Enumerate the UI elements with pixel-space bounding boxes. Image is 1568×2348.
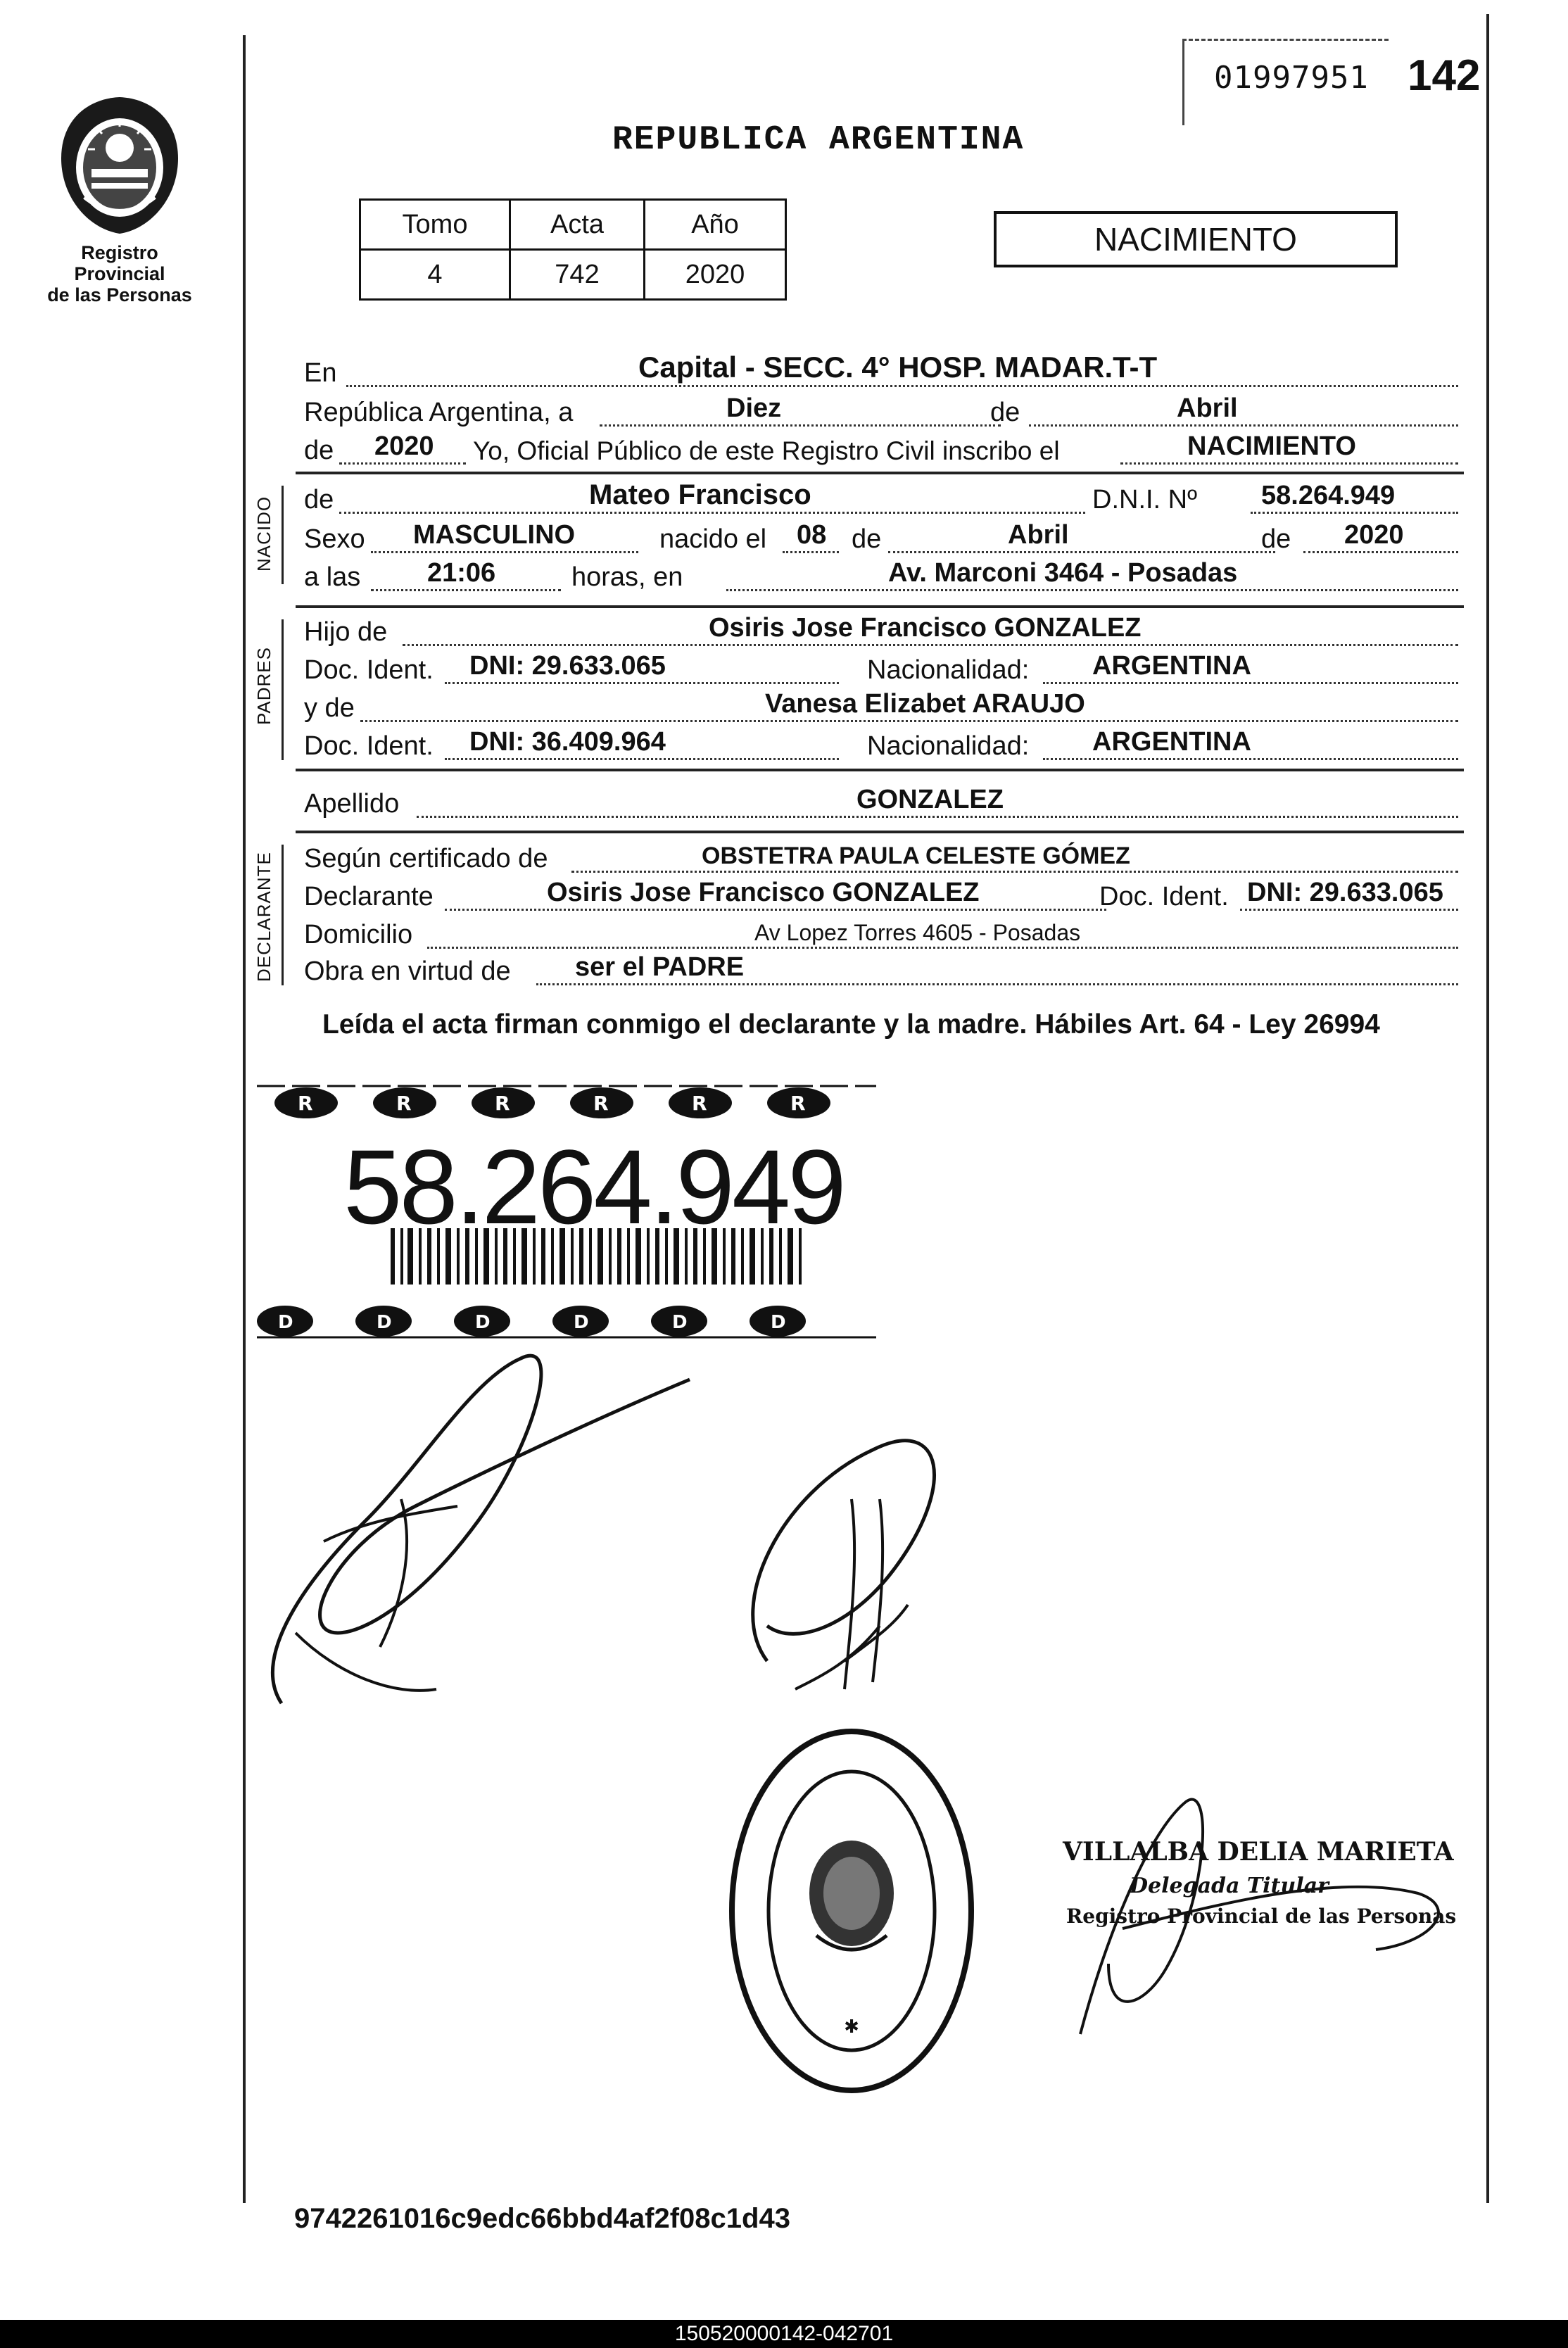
value-nombre-declarante: Osiris Jose Francisco GONZALEZ bbox=[547, 878, 980, 907]
dotted-line bbox=[346, 385, 1458, 387]
value-doc-madre: DNI: 36.409.964 bbox=[469, 727, 666, 757]
svg-text:R: R bbox=[396, 1092, 412, 1115]
row-apellido bbox=[304, 783, 1458, 823]
section-bracket bbox=[282, 619, 284, 760]
label-de: de bbox=[852, 524, 882, 554]
svg-text:R: R bbox=[593, 1092, 609, 1115]
value-nac-madre: ARGENTINA bbox=[1092, 727, 1251, 757]
official-stamp bbox=[725, 1724, 978, 2097]
label-nacionalidad: Nacionalidad: bbox=[867, 655, 1030, 685]
row-hora bbox=[304, 556, 1458, 597]
row-y-de bbox=[304, 687, 1458, 728]
value-acta: 742 bbox=[510, 250, 645, 300]
svg-text:D: D bbox=[574, 1312, 589, 1333]
section-divider bbox=[296, 605, 1464, 608]
row-en bbox=[304, 352, 1458, 393]
value-dni-nacido: 58.264.949 bbox=[1261, 481, 1396, 510]
svg-text:D: D bbox=[771, 1312, 786, 1333]
row-certificado bbox=[304, 838, 1458, 878]
svg-text:D: D bbox=[475, 1312, 491, 1333]
dotted-line bbox=[1029, 424, 1458, 427]
label-de: de bbox=[304, 436, 334, 465]
label-doc-ident: Doc. Ident. bbox=[304, 655, 434, 685]
signature-declarante-icon bbox=[239, 1337, 746, 1760]
section-bracket bbox=[282, 486, 284, 584]
dotted-line bbox=[417, 816, 1458, 818]
row-madre-doc bbox=[304, 725, 1458, 766]
dotted-line bbox=[726, 589, 1458, 591]
label-yo-oficial: Yo, Oficial Público de este Registro Civil inscribo el bbox=[473, 436, 1060, 465]
value-sexo: MASCULINO bbox=[413, 520, 576, 550]
label-segun-certificado: Según certificado de bbox=[304, 844, 548, 873]
label-doc-ident: Doc. Ident. bbox=[304, 731, 434, 761]
label-declarante: Declarante bbox=[304, 882, 434, 911]
tipo-acta-box: NACIMIENTO bbox=[994, 211, 1398, 267]
signature-madre-icon bbox=[711, 1394, 1028, 1731]
misiones-shield-icon bbox=[53, 91, 186, 239]
value-nombre-madre: Vanesa Elizabet ARAUJO bbox=[765, 689, 1085, 719]
nota-legal: Leída el acta firman conmigo el declarante y la madre. Hábiles Art. 64 - Ley 26994 bbox=[322, 1009, 1380, 1040]
label-en: En bbox=[304, 358, 337, 388]
section-label-padres: PADRES bbox=[253, 647, 274, 725]
dotted-line bbox=[1251, 512, 1458, 514]
row-declarante bbox=[304, 876, 1458, 916]
section-bracket bbox=[282, 845, 284, 985]
value-ano: 2020 bbox=[645, 250, 786, 300]
serial-number: 01997951 bbox=[1214, 60, 1369, 96]
row-republica bbox=[304, 391, 1458, 432]
value-nac-padre: ARGENTINA bbox=[1092, 651, 1251, 681]
oficial-nombre: VILLALBA DELIA MARIETA bbox=[1063, 1837, 1454, 1867]
value-inscribo: NACIMIENTO bbox=[1187, 431, 1356, 461]
row-hijo-de bbox=[304, 611, 1458, 652]
row-domicilio bbox=[304, 914, 1458, 954]
dotted-line bbox=[1303, 551, 1458, 553]
label-nacido-el: nacido el bbox=[659, 524, 767, 554]
dotted-line bbox=[1240, 909, 1458, 911]
document-hash: 9742261016c9edc66bbd4af2f08c1d43 bbox=[294, 2203, 790, 2234]
value-mes-nacimiento: Abril bbox=[1008, 520, 1069, 550]
dotted-line bbox=[445, 682, 839, 684]
label-de: de bbox=[990, 398, 1020, 427]
logo-caption-line-1: Registro Provincial bbox=[74, 242, 165, 284]
row-nombre bbox=[304, 479, 1458, 519]
row-padre-doc bbox=[304, 649, 1458, 690]
dotted-line bbox=[360, 720, 1458, 722]
svg-text:✱: ✱ bbox=[844, 2016, 859, 2038]
label-dni: D.N.I. Nº bbox=[1092, 485, 1197, 515]
value-hora: 21:06 bbox=[427, 558, 496, 588]
dotted-line bbox=[888, 551, 1275, 553]
dotted-line bbox=[371, 551, 638, 553]
right-margin-line bbox=[1486, 14, 1489, 2203]
label-republica: República Argentina, a bbox=[304, 398, 574, 427]
value-lugar-nacimiento: Av. Marconi 3464 - Posadas bbox=[888, 558, 1238, 588]
value-doc-padre: DNI: 29.633.065 bbox=[469, 651, 666, 681]
footer-code: 150520000142-042701 bbox=[0, 2320, 1568, 2348]
value-doc-declarante: DNI: 29.633.065 bbox=[1247, 878, 1443, 907]
row-obra bbox=[304, 950, 1458, 991]
section-divider bbox=[296, 769, 1464, 771]
oficial-registro: Registro Provincial de las Personas bbox=[1066, 1905, 1457, 1928]
dotted-line bbox=[371, 589, 561, 591]
dotted-line bbox=[1120, 462, 1458, 465]
label-hijo-de: Hijo de bbox=[304, 617, 388, 647]
section-label-nacido: NACIDO bbox=[253, 496, 274, 572]
row-sexo bbox=[304, 518, 1458, 559]
dotted-line bbox=[339, 512, 1085, 514]
label-y-de: y de bbox=[304, 693, 355, 723]
value-apellido: GONZALEZ bbox=[856, 785, 1004, 814]
value-obra: ser el PADRE bbox=[575, 952, 745, 982]
label-apellido: Apellido bbox=[304, 789, 400, 819]
header-tomo: Tomo bbox=[360, 200, 510, 250]
dotted-line bbox=[339, 462, 466, 465]
svg-text:R: R bbox=[790, 1092, 806, 1115]
label-nacionalidad: Nacionalidad: bbox=[867, 731, 1030, 761]
svg-text:R: R bbox=[495, 1092, 510, 1115]
dotted-line bbox=[1043, 682, 1458, 684]
dotted-line bbox=[571, 871, 1458, 873]
svg-text:R: R bbox=[692, 1092, 707, 1115]
dotted-line bbox=[445, 758, 839, 760]
value-nombre-padre: Osiris Jose Francisco GONZALEZ bbox=[709, 613, 1142, 643]
label-domicilio: Domicilio bbox=[304, 920, 413, 949]
svg-text:D: D bbox=[278, 1312, 293, 1333]
label-de: de bbox=[1261, 524, 1291, 554]
label-a-las: a las bbox=[304, 562, 361, 592]
value-domicilio: Av Lopez Torres 4605 - Posadas bbox=[754, 920, 1081, 945]
dotted-line bbox=[445, 909, 1106, 911]
dotted-line bbox=[600, 424, 1001, 427]
page-title: REPUBLICA ARGENTINA bbox=[612, 121, 1025, 159]
dotted-line bbox=[536, 983, 1458, 985]
left-margin-line bbox=[243, 35, 246, 2203]
dotted-line bbox=[403, 644, 1458, 646]
value-certificado: OBSTETRA PAULA CELESTE GÓMEZ bbox=[702, 842, 1130, 869]
svg-text:D: D bbox=[377, 1312, 392, 1333]
dotted-line bbox=[1043, 758, 1458, 760]
dotted-line bbox=[783, 551, 839, 553]
section-divider bbox=[296, 831, 1464, 833]
label-sexo: Sexo bbox=[304, 524, 365, 554]
value-mes: Abril bbox=[1177, 393, 1238, 423]
section-label-declarante: DECLARANTE bbox=[253, 852, 274, 982]
header-ano: Año bbox=[645, 200, 786, 250]
label-horas-en: horas, en bbox=[571, 562, 683, 592]
table-header-row bbox=[360, 200, 786, 250]
label-de: de bbox=[304, 485, 334, 515]
svg-text:R: R bbox=[298, 1092, 313, 1115]
table-value-row bbox=[360, 250, 786, 300]
registro-seal-icon bbox=[725, 1724, 978, 2097]
section-divider bbox=[296, 472, 1464, 474]
oficial-cargo: Delegada Titular bbox=[1130, 1874, 1329, 1898]
logo-caption bbox=[35, 242, 204, 305]
label-obra-en-virtud: Obra en virtud de bbox=[304, 957, 511, 986]
svg-text:D: D bbox=[672, 1312, 688, 1333]
value-lugar-inscripcion: Capital - SECC. 4° HOSP. MADAR.T-T bbox=[638, 351, 1158, 384]
registro-logo bbox=[35, 91, 204, 305]
value-dia-nacimiento: 08 bbox=[797, 520, 827, 550]
dni-sticker-number: 58.264.949 bbox=[343, 1128, 844, 1246]
row-anio bbox=[304, 429, 1458, 470]
tomo-acta-ano-table bbox=[359, 198, 787, 301]
header-acta: Acta bbox=[510, 200, 645, 250]
value-dia: Diez bbox=[726, 393, 782, 423]
label-doc-ident: Doc. Ident. bbox=[1099, 882, 1229, 911]
value-anio-nacimiento: 2020 bbox=[1344, 520, 1404, 550]
value-nombre-nacido: Mateo Francisco bbox=[589, 479, 811, 510]
logo-caption-line-2: de las Personas bbox=[47, 284, 192, 305]
signature-oficial-icon bbox=[1066, 1788, 1460, 2069]
value-tomo: 4 bbox=[360, 250, 510, 300]
dotted-line bbox=[427, 947, 1458, 949]
value-anio: 2020 bbox=[374, 431, 434, 461]
page-number: 142 bbox=[1408, 51, 1481, 100]
